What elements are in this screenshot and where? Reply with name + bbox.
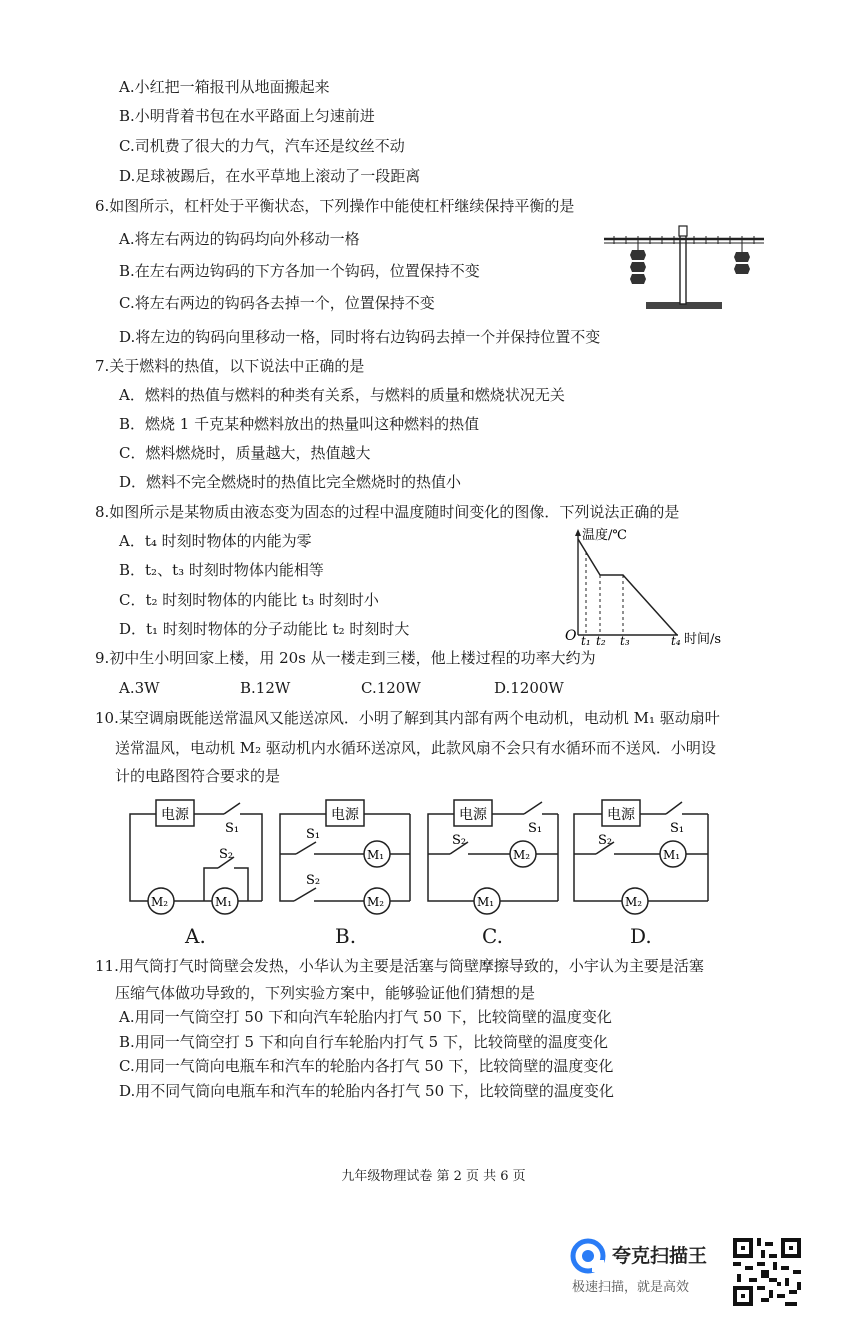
q9-option-b: B.12W bbox=[240, 679, 291, 697]
q11-stem-line1: 11.用气筒打气时筒壁会发热，小华认为主要是活塞与筒壁摩擦导致的，小宇认为主要是活塞 bbox=[95, 957, 704, 975]
circuit-b-label: B. bbox=[335, 924, 357, 948]
page-footer: 九年级物理试卷 第 2 页 共 6 页 bbox=[341, 1169, 526, 1184]
circuit-b-m2: M₂ bbox=[367, 895, 385, 909]
qr-code-icon bbox=[733, 1238, 801, 1306]
q5-option-b: B.小明背着书包在水平路面上匀速前进 bbox=[119, 107, 375, 125]
q10-stem-line1: 10.某空调扇既能送常温风又能送凉风．小明了解到其内部有两个电动机，电动机 M₁ 驱动扇叶 bbox=[95, 709, 720, 727]
graph-ylabel: 温度/℃ bbox=[582, 528, 627, 543]
graph-tick-t4: t₄ bbox=[671, 634, 681, 647]
circuit-a bbox=[124, 796, 272, 922]
circuit-a-power: 电源 bbox=[161, 807, 189, 823]
q7-option-c: C．燃料燃烧时，质量越大，热值越大 bbox=[119, 444, 371, 462]
q5-option-d: D.足球被踢后，在水平草地上滚动了一段距离 bbox=[119, 167, 421, 185]
circuit-c-label: C. bbox=[482, 924, 503, 948]
q11-option-b: B.用同一气筒空打 5 下和向自行车轮胎内打气 5 下，比较筒壁的温度变化 bbox=[119, 1033, 608, 1051]
circuit-a-m2: M₂ bbox=[151, 895, 169, 909]
q9-option-d: D.1200W bbox=[494, 679, 564, 697]
circuit-b-s2: S₂ bbox=[306, 873, 321, 888]
q8-option-b: B．t₂、t₃ 时刻时物体内能相等 bbox=[119, 561, 324, 579]
circuit-b-m1: M₁ bbox=[367, 848, 385, 862]
graph-tick-t2: t₂ bbox=[596, 634, 606, 647]
q8-option-a: A．t₄ 时刻时物体的内能为零 bbox=[119, 532, 312, 550]
scanner-brand-name: 夸克扫描王 bbox=[612, 1245, 708, 1267]
graph-origin: O bbox=[565, 628, 577, 644]
circuit-a-label: A. bbox=[185, 924, 206, 948]
circuit-d bbox=[568, 796, 716, 922]
q7-option-a: A．燃料的热值与燃料的种类有关系，与燃料的质量和燃烧状况无关 bbox=[119, 386, 565, 404]
q6-option-a: A.将左右两边的钩码均向外移动一格 bbox=[119, 230, 360, 248]
circuit-d-m1: M₁ bbox=[663, 848, 681, 862]
graph-xlabel: 时间/s bbox=[684, 632, 722, 647]
scanner-slogan: 极速扫描，就是高效 bbox=[572, 1280, 690, 1295]
q9-option-c: C.120W bbox=[361, 679, 421, 697]
circuit-c-power: 电源 bbox=[459, 807, 487, 823]
circuit-a-s2: S₂ bbox=[219, 847, 234, 862]
circuit-d-s1: S₁ bbox=[670, 821, 685, 836]
q9-stem: 9.初中生小明回家上楼，用 20s 从一楼走到三楼，他上楼过程的功率大约为 bbox=[95, 649, 596, 667]
circuit-d-power: 电源 bbox=[607, 807, 635, 823]
circuit-a-m1: M₁ bbox=[215, 895, 233, 909]
circuit-c-s1: S₁ bbox=[528, 821, 543, 836]
q7-option-d: D．燃料不完全燃烧时的热值比完全燃烧时的热值小 bbox=[119, 473, 462, 491]
q11-option-c: C.用同一气筒向电瓶车和汽车的轮胎内各打气 50 下，比较筒壁的温度变化 bbox=[119, 1057, 614, 1075]
temperature-time-graph bbox=[560, 525, 730, 647]
circuit-c bbox=[422, 796, 566, 922]
lever-figure bbox=[598, 222, 770, 314]
q11-option-d: D.用不同气筒向电瓶车和汽车的轮胎内各打气 50 下，比较筒壁的温度变化 bbox=[119, 1082, 614, 1100]
q7-stem: 7.关于燃料的热值，以下说法中正确的是 bbox=[95, 357, 365, 375]
circuit-b bbox=[274, 796, 418, 922]
circuit-c-m2: M₂ bbox=[513, 848, 531, 862]
q6-option-d: D.将左边的钩码向里移动一格，同时将右边钩码去掉一个并保持位置不变 bbox=[119, 328, 601, 346]
q6-stem: 6.如图所示，杠杆处于平衡状态，下列操作中能使杠杆继续保持平衡的是 bbox=[95, 197, 575, 215]
scanner-logo-icon bbox=[570, 1238, 606, 1274]
q9-option-a: A.3W bbox=[119, 679, 160, 697]
circuit-b-power: 电源 bbox=[331, 807, 359, 823]
q8-option-d: D．t₁ 时刻时物体的分子动能比 t₂ 时刻时大 bbox=[119, 620, 410, 638]
circuit-d-m2: M₂ bbox=[625, 895, 643, 909]
q8-option-c: C．t₂ 时刻时物体的内能比 t₃ 时刻时小 bbox=[119, 591, 379, 609]
q8-stem: 8.如图所示是某物质由液态变为固态的过程中温度随时间变化的图像．下列说法正确的是 bbox=[95, 503, 680, 521]
graph-tick-t3: t₃ bbox=[620, 634, 630, 647]
circuit-d-label: D. bbox=[630, 924, 652, 948]
q11-stem-line2: 压缩气体做功导致的，下列实验方案中，能够验证他们猜想的是 bbox=[115, 984, 536, 1002]
q5-option-a: A.小红把一箱报刊从地面搬起来 bbox=[119, 78, 330, 96]
circuit-c-s2: S₂ bbox=[452, 833, 467, 848]
q6-option-c: C.将左右两边的钩码各去掉一个，位置保持不变 bbox=[119, 294, 435, 312]
q6-option-b: B.在左右两边钩码的下方各加一个钩码，位置保持不变 bbox=[119, 262, 480, 280]
circuit-d-s2: S₂ bbox=[598, 833, 613, 848]
circuit-a-s1: S₁ bbox=[225, 821, 240, 836]
q11-option-a: A.用同一气筒空打 50 下和向汽车轮胎内打气 50 下，比较筒壁的温度变化 bbox=[119, 1008, 612, 1026]
graph-tick-t1: t₁ bbox=[581, 634, 591, 647]
q7-option-b: B．燃烧 1 千克某种燃料放出的热量叫这种燃料的热值 bbox=[119, 415, 480, 433]
q5-option-c: C.司机费了很大的力气，汽车还是纹丝不动 bbox=[119, 137, 405, 155]
circuit-c-m1: M₁ bbox=[477, 895, 495, 909]
q10-stem-line3: 计的电路图符合要求的是 bbox=[115, 767, 281, 785]
circuit-b-s1: S₁ bbox=[306, 827, 321, 842]
q10-stem-line2: 送常温风，电动机 M₂ 驱动机内水循环送凉风，此款风扇不会只有水循环而不送风．小明设 bbox=[115, 739, 716, 757]
